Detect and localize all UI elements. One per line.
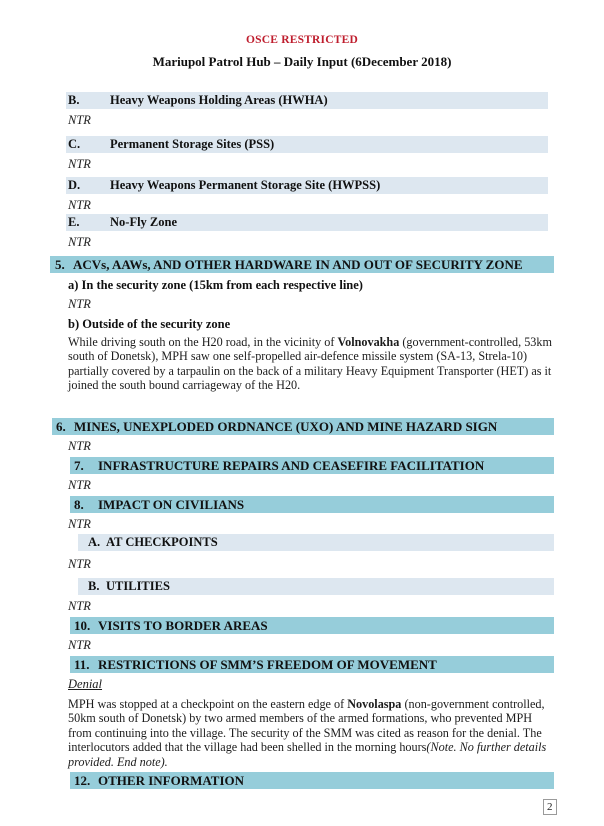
place-name-bold: Volnovakha — [337, 335, 400, 349]
section-label: Permanent Storage Sites (PSS) — [110, 137, 275, 151]
subsection-5b-heading: b) Outside of the security zone — [68, 317, 231, 331]
section-label: Heavy Weapons Permanent Storage Site (HWPSS) — [110, 178, 381, 192]
section-label: MINES, UNEXPLODED ORDNANCE (UXO) AND MINE HAZARD SIGN — [74, 418, 498, 434]
ntr-line: NTR — [68, 638, 91, 652]
section-label: OTHER INFORMATION — [98, 772, 245, 788]
section-header-nofly-zone — [66, 214, 548, 231]
subsection-header-utilities — [78, 578, 554, 595]
section-number: 6. — [56, 418, 66, 434]
subsection-header-checkpoints — [78, 534, 554, 551]
section-number: 5. — [55, 256, 65, 272]
section-label: ACVs, AAWs, AND OTHER HARDWARE IN AND OUT OF SECURITY ZONE — [73, 256, 523, 272]
section-letter: B. — [68, 93, 80, 107]
ntr-line: NTR — [68, 198, 91, 212]
section-header-10-border-areas — [70, 617, 554, 634]
section-header-7-infrastructure — [70, 457, 554, 474]
place-name-bold: Novolaspa — [347, 697, 402, 711]
body-paragraph-11 — [68, 697, 556, 769]
paragraph-text: (non-government controlled, 50km south of Donetsk) by two armed members of the armed formations, who prevented MPH from continuing into the village. The security of the SMM was cited as reason for the denial. The interlocutors added that the village had been shelled in the morning hours — [68, 697, 545, 755]
paragraph-text: While driving south on the H20 road, in the vicinity of — [68, 335, 338, 349]
page-title: Mariupol Patrol Hub – Daily Input (6December 2018) — [152, 54, 452, 69]
section-header-11-restrictions — [70, 656, 554, 673]
section-number: 7. — [74, 457, 84, 473]
paragraph-text: MPH was stopped at a checkpoint on the eastern edge of — [68, 697, 348, 711]
ntr-line: NTR — [68, 599, 91, 613]
section-header-8-impact-civilians — [70, 496, 554, 513]
section-letter: B. — [88, 579, 100, 593]
ntr-line: NTR — [68, 235, 91, 249]
section-header-12-other-information — [70, 772, 554, 789]
section-letter: E. — [68, 215, 80, 229]
section-number: 10. — [74, 617, 91, 633]
section-header-6-mines — [52, 418, 554, 435]
section-letter: D. — [68, 178, 81, 192]
classification-banner: OSCE RESTRICTED — [246, 34, 358, 46]
ntr-line: NTR — [68, 157, 91, 171]
section-label: VISITS TO BORDER AREAS — [98, 617, 268, 633]
paragraph-text: (government-controlled, 53km south of Donetsk), MPH saw one self-propelled air-defence missile system (SA-13, Strela-10) partially covered by a tarpaulin on the back of a military Heavy Equipment Transporter (HET) as it joined the south bound carriageway of the H20. — [68, 335, 552, 393]
ntr-line: NTR — [68, 113, 91, 127]
section-label: RESTRICTIONS OF SMM’S FREEDOM OF MOVEMENT — [98, 656, 437, 672]
ntr-line: NTR — [68, 517, 91, 531]
section-label: UTILITIES — [106, 579, 170, 593]
section-number: 8. — [74, 496, 84, 512]
section-label: AT CHECKPOINTS — [106, 535, 218, 549]
section-header-hwpss — [66, 177, 548, 194]
section-label: INFRASTRUCTURE REPAIRS AND CEASEFIRE FACILITATION — [98, 457, 485, 473]
note-italic: (Note. No further details provided. End note). — [68, 740, 547, 769]
section-number: 12. — [74, 772, 91, 788]
denial-heading: Denial — [68, 677, 103, 691]
ntr-line: NTR — [68, 478, 91, 492]
section-label: Heavy Weapons Holding Areas (HWHA) — [110, 93, 328, 107]
section-header-hwha — [66, 92, 548, 109]
section-label: IMPACT ON CIVILIANS — [98, 496, 245, 512]
ntr-line: NTR — [68, 297, 91, 311]
subsection-5a-heading: a) In the security zone (15km from each respective line) — [68, 278, 363, 292]
section-letter: C. — [68, 137, 81, 151]
ntr-line: NTR — [68, 557, 91, 571]
body-paragraph-5b — [68, 335, 556, 393]
ntr-line: NTR — [68, 439, 91, 453]
section-letter: A. — [88, 535, 101, 549]
section-header-5-acvs — [50, 256, 554, 273]
page-number: 2 — [543, 799, 557, 815]
section-header-pss — [66, 136, 548, 153]
section-number: 11. — [74, 656, 90, 672]
section-label: No-Fly Zone — [110, 215, 178, 229]
